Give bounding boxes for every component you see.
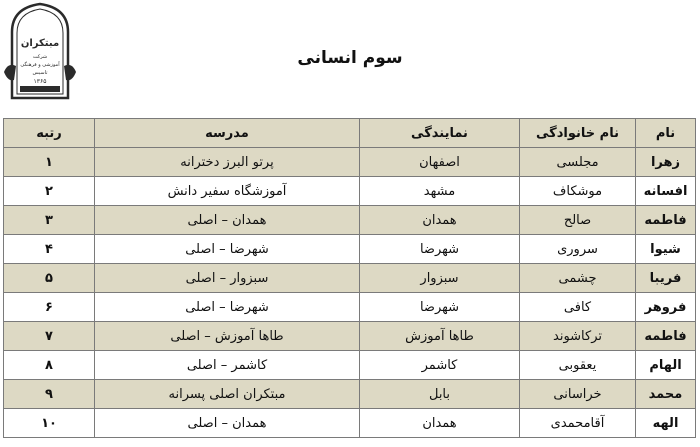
- cell-first-name: شیوا: [636, 235, 696, 264]
- cell-first-name: فاطمه: [636, 322, 696, 351]
- logo-line1: شرکت: [32, 54, 48, 60]
- cell-last-name: کافی: [520, 293, 636, 322]
- cell-last-name: ترکاشوند: [520, 322, 636, 351]
- cell-last-name: آقامحمدی: [520, 409, 636, 438]
- cell-school: شهرضا – اصلی: [95, 293, 360, 322]
- cell-agency: همدان: [360, 206, 520, 235]
- table-row: [4, 322, 696, 351]
- cell-rank: ۵: [4, 264, 95, 293]
- cell-last-name: موشکاف: [520, 177, 636, 206]
- table-row: [4, 264, 696, 293]
- table-row: [4, 380, 696, 409]
- cell-rank: ۹: [4, 380, 95, 409]
- cell-last-name: چشمی: [520, 264, 636, 293]
- cell-school: کاشمر – اصلی: [95, 351, 360, 380]
- cell-rank: ۸: [4, 351, 95, 380]
- cell-rank: ۶: [4, 293, 95, 322]
- cell-school: پرتو البرز دخترانه: [95, 148, 360, 177]
- cell-agency: مشهد: [360, 177, 520, 206]
- cell-first-name: الهه: [636, 409, 696, 438]
- cell-school: شهرضا – اصلی: [95, 235, 360, 264]
- cell-agency: طاها آموزش: [360, 322, 520, 351]
- cell-school: سبزوار – اصلی: [95, 264, 360, 293]
- header-school: مدرسه: [95, 119, 360, 148]
- table-header-row: [4, 119, 696, 148]
- table-row: [4, 148, 696, 177]
- cell-agency: کاشمر: [360, 351, 520, 380]
- cell-first-name: زهرا: [636, 148, 696, 177]
- cell-school: آموزشگاه سفیر دانش: [95, 177, 360, 206]
- cell-first-name: الهام: [636, 351, 696, 380]
- results-table: [3, 118, 696, 438]
- cell-agency: بابل: [360, 380, 520, 409]
- cell-first-name: محمد: [636, 380, 696, 409]
- logo-year: ۱۳۶۵: [33, 78, 47, 85]
- cell-last-name: سروری: [520, 235, 636, 264]
- cell-first-name: فروهر: [636, 293, 696, 322]
- header-rank: رتبه: [4, 119, 95, 148]
- cell-agency: شهرضا: [360, 293, 520, 322]
- cell-agency: سبزوار: [360, 264, 520, 293]
- cell-first-name: فاطمه: [636, 206, 696, 235]
- cell-agency: شهرضا: [360, 235, 520, 264]
- page-title: سوم انسانی: [297, 48, 403, 68]
- cell-last-name: مجلسی: [520, 148, 636, 177]
- cell-school: مبتکران اصلی پسرانه: [95, 380, 360, 409]
- cell-first-name: فریبا: [636, 264, 696, 293]
- cell-last-name: صالح: [520, 206, 636, 235]
- cell-rank: ۱: [4, 148, 95, 177]
- cell-rank: ۳: [4, 206, 95, 235]
- table-row: [4, 293, 696, 322]
- table-row: [4, 409, 696, 438]
- table-row: [4, 235, 696, 264]
- header-first-name: نام: [636, 119, 696, 148]
- table-row: [4, 351, 696, 380]
- cell-school: طاها آموزش – اصلی: [95, 322, 360, 351]
- cell-agency: همدان: [360, 409, 520, 438]
- cell-school: همدان – اصلی: [95, 409, 360, 438]
- cell-school: همدان – اصلی: [95, 206, 360, 235]
- cell-rank: ۷: [4, 322, 95, 351]
- header-last-name: نام خانوادگی: [520, 119, 636, 148]
- cell-last-name: خراسانی: [520, 380, 636, 409]
- logo-brand-text: مبتکران: [20, 38, 60, 49]
- cell-first-name: افسانه: [636, 177, 696, 206]
- table-row: [4, 206, 696, 235]
- cell-rank: ۴: [4, 235, 95, 264]
- logo-line2: آموزشی و فرهنگی: [20, 62, 60, 68]
- cell-last-name: یعقوبی: [520, 351, 636, 380]
- logo-line3: تاسیس: [32, 70, 48, 76]
- cell-rank: ۱۰: [4, 409, 95, 438]
- cell-agency: اصفهان: [360, 148, 520, 177]
- table-row: [4, 177, 696, 206]
- header-agency: نمایندگی: [360, 119, 520, 148]
- cell-rank: ۲: [4, 177, 95, 206]
